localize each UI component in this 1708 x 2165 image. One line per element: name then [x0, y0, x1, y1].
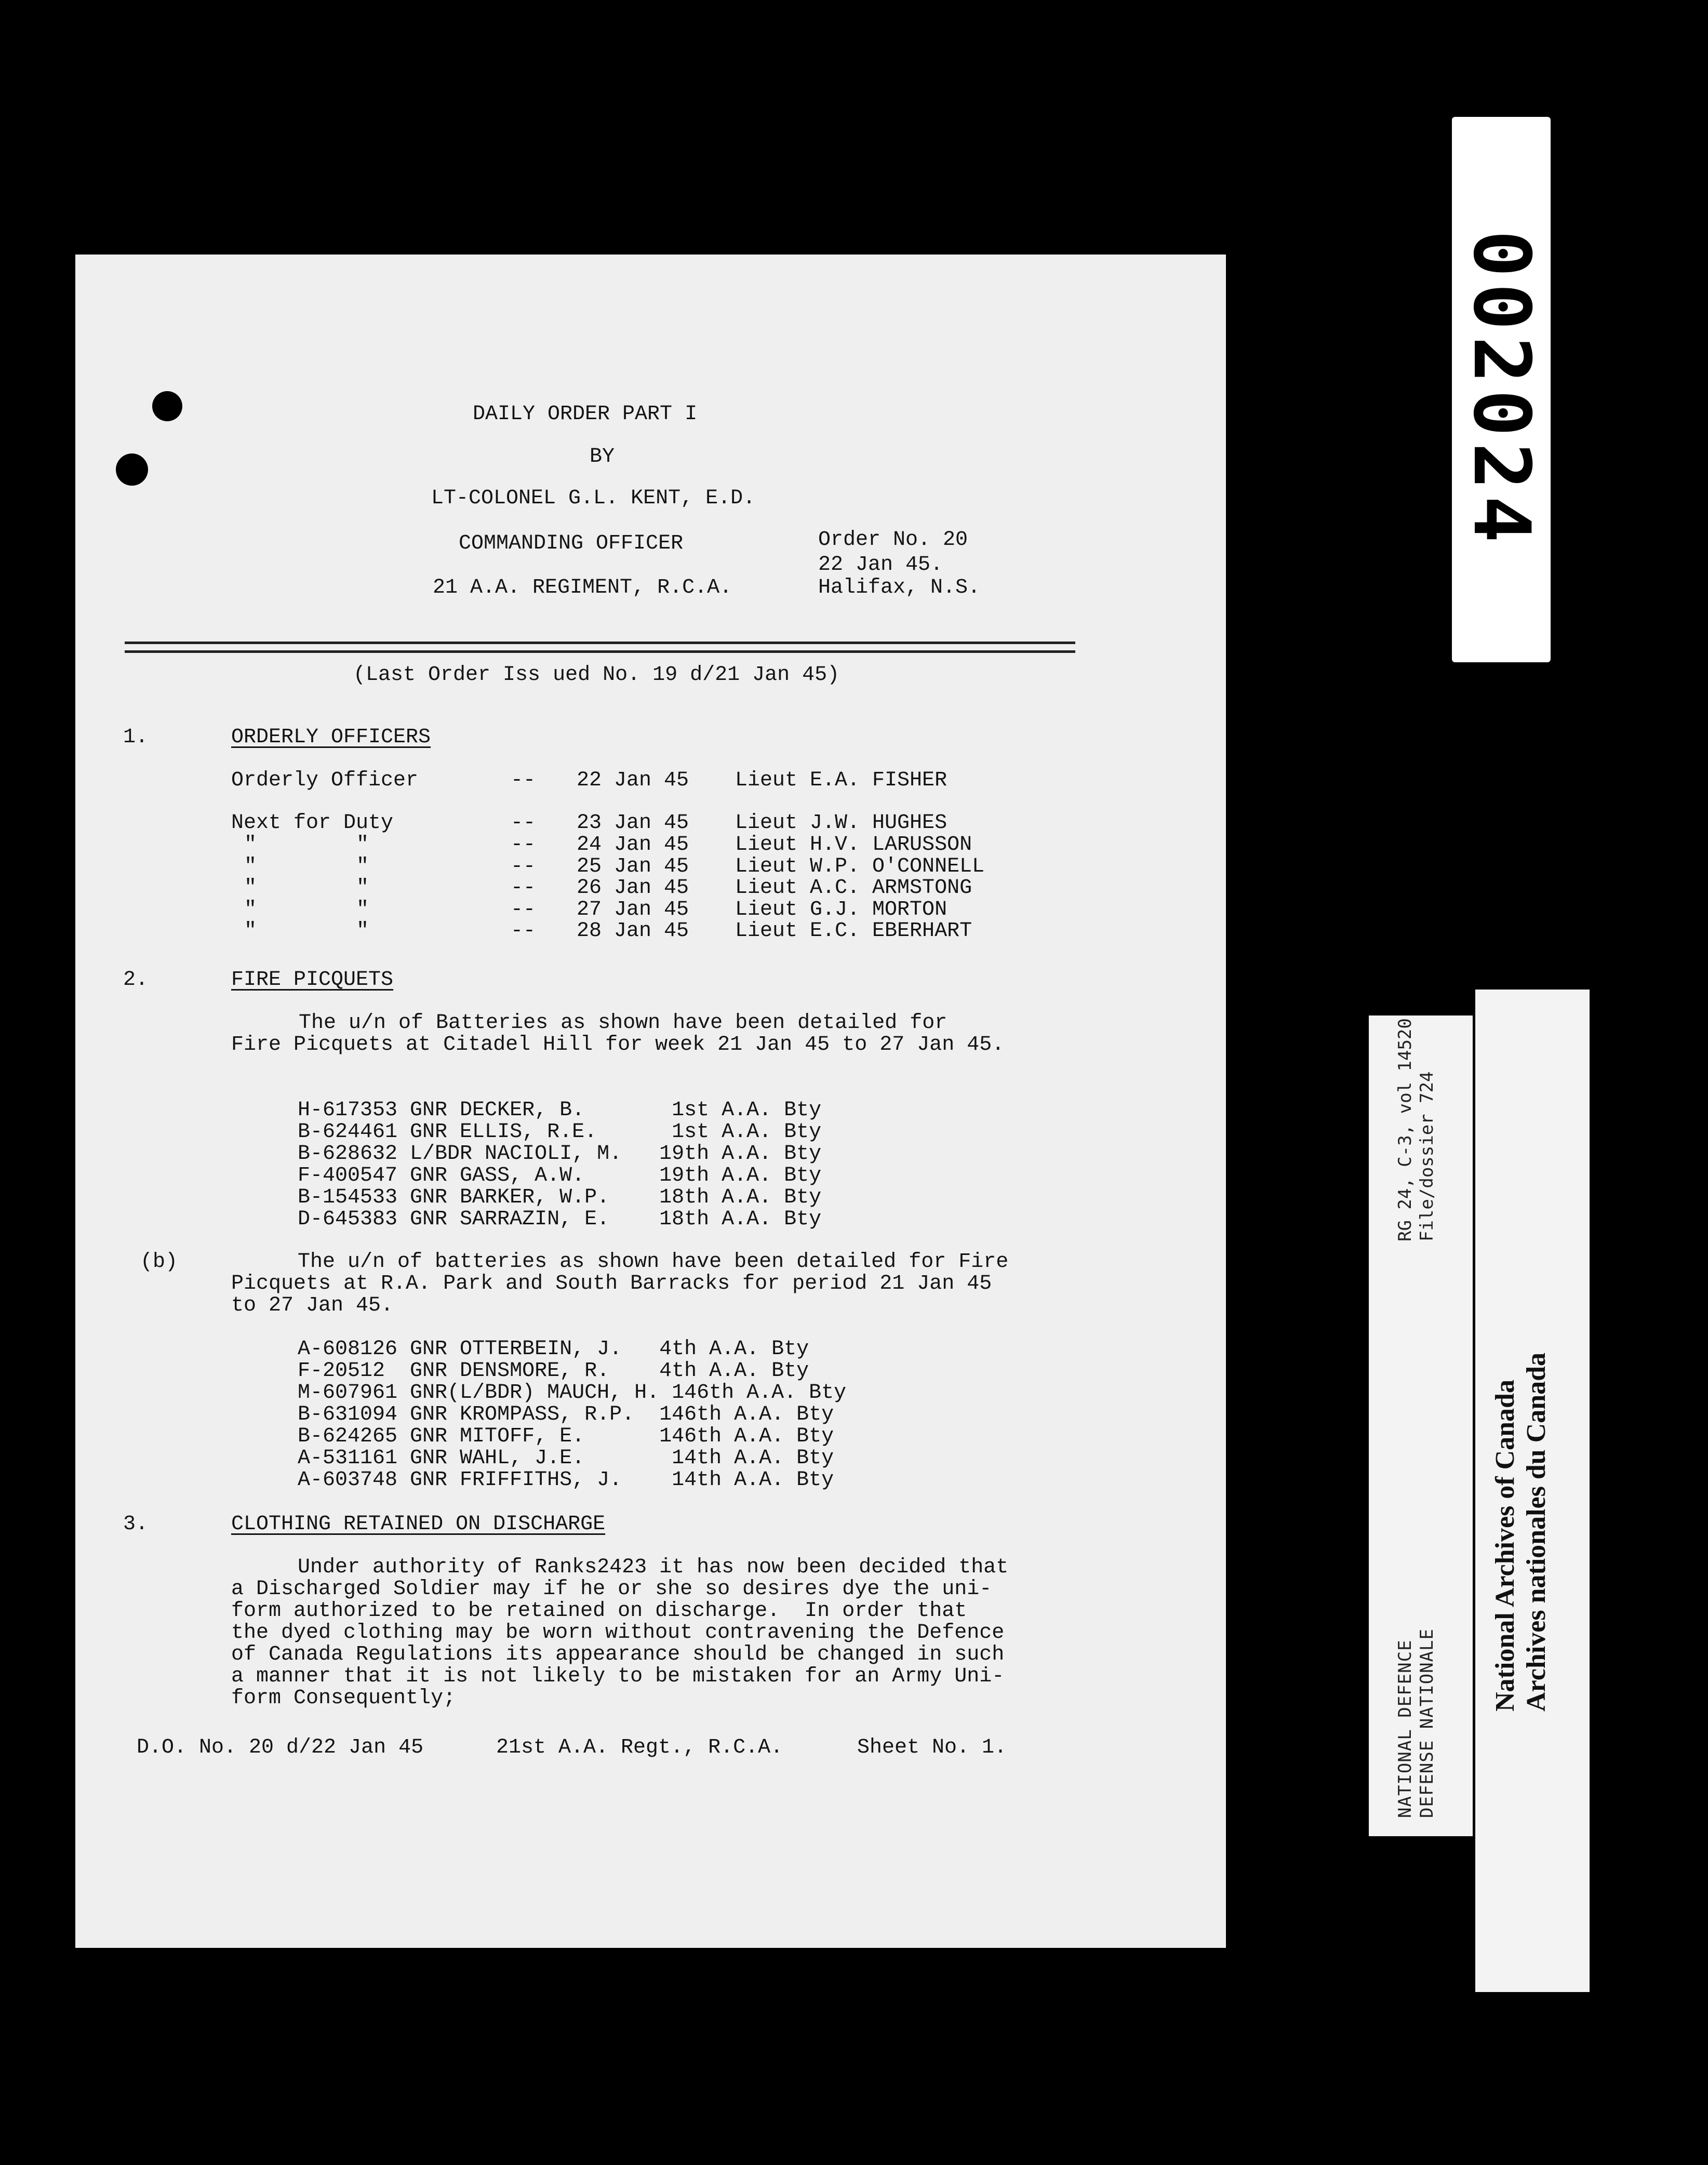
duty-officer: Lieut E.C. EBERHART: [735, 919, 972, 943]
section-2-number: 2.: [123, 968, 149, 992]
section-2-title: FIRE PICQUETS: [231, 968, 394, 992]
paragraph-line: Fire Picquets at Citadel Hill for week 21 Jan 45 to 27 Jan 45.: [231, 1033, 1005, 1057]
duty-officer: Lieut J.W. HUGHES: [735, 811, 948, 835]
duty-date: 28 Jan 45: [577, 919, 689, 943]
duty-dash: --: [511, 769, 536, 792]
paragraph-line: Under authority of Ranks2423 it has now been decided that: [298, 1556, 1009, 1579]
reference-line: RG 24, C-3, vol 14520: [1395, 1018, 1416, 1241]
section-3-number: 3.: [123, 1513, 149, 1536]
duty-label: " ": [244, 876, 369, 900]
duty-date: 23 Jan 45: [577, 811, 689, 835]
header-rule: [125, 642, 1075, 644]
department-name: NATIONAL DEFENCE: [1395, 1639, 1416, 1818]
document-page: [75, 255, 1226, 1948]
duty-label: " ": [244, 855, 369, 878]
officer-role: COMMANDING OFFICER: [459, 532, 684, 555]
order-title: DAILY ORDER PART I: [473, 403, 698, 426]
section-1-title: ORDERLY OFFICERS: [231, 726, 431, 749]
picquet-row: B-631094 GNR KROMPASS, R.P. 146th A.A. Bty: [298, 1403, 834, 1426]
picquet-row: A-603748 GNR FRIFFITHS, J. 14th A.A. Bty: [298, 1468, 834, 1492]
picquet-row: B-624265 GNR MITOFF, E. 146th A.A. Bty: [298, 1425, 834, 1448]
duty-date: 25 Jan 45: [577, 855, 689, 878]
picquet-row: B-624461 GNR ELLIS, R.E. 1st A.A. Bty: [298, 1120, 822, 1144]
duty-officer: Lieut E.A. FISHER: [735, 769, 948, 792]
last-order-note: (Last Order Iss ued No. 19 d/21 Jan 45): [353, 663, 840, 687]
duty-date: 22 Jan 45: [577, 769, 689, 792]
duty-date: 27 Jan 45: [577, 898, 689, 921]
order-by: BY: [590, 445, 615, 469]
reference-line: File/dossier 724: [1417, 1071, 1437, 1241]
paragraph-line: the dyed clothing may be worn without contravening the Defence: [231, 1621, 1005, 1645]
picquet-row: B-628632 L/BDR NACIOLI, M. 19th A.A. Bty: [298, 1142, 822, 1166]
picquet-row: A-531161 GNR WAHL, J.E. 14th A.A. Bty: [298, 1447, 834, 1470]
paragraph-line: of Canada Regulations its appearance should be changed in such: [231, 1643, 1005, 1666]
duty-dash: --: [511, 833, 536, 857]
archive-reference-card: [1369, 1015, 1473, 1836]
paragraph-line: The u/n of batteries as shown have been detailed for Fire: [298, 1250, 1009, 1274]
paragraph-line: a Discharged Soldier may if he or she so desires dye the uni-: [231, 1578, 992, 1601]
archives-label-card: [1475, 990, 1590, 1992]
duty-label: " ": [244, 833, 369, 857]
duty-officer: Lieut A.C. ARMSTONG: [735, 876, 972, 900]
duty-dash: --: [511, 919, 536, 943]
picquet-row: F-400547 GNR GASS, A.W. 19th A.A. Bty: [298, 1164, 822, 1187]
archives-name-fr: Archives nationales du Canada: [1522, 1352, 1551, 1712]
duty-dash: --: [511, 898, 536, 921]
officer-name: LT-COLONEL G.L. KENT, E.D.: [431, 487, 756, 510]
duty-date: 24 Jan 45: [577, 833, 689, 857]
paragraph-line: a manner that it is not likely to be mistaken for an Army Uni-: [231, 1665, 1005, 1688]
picquet-row: A-608126 GNR OTTERBEIN, J. 4th A.A. Bty: [298, 1338, 809, 1361]
paragraph-line: to 27 Jan 45.: [231, 1294, 394, 1317]
unit-name: 21 A.A. REGIMENT, R.C.A.: [433, 576, 732, 599]
duty-dash: --: [511, 855, 536, 878]
reel-number: 002024: [1456, 230, 1546, 549]
duty-date: 26 Jan 45: [577, 876, 689, 900]
duty-label: Next for Duty: [231, 811, 394, 835]
section-1-number: 1.: [123, 726, 149, 749]
paragraph-line: form authorized to be retained on discharge. In order that: [231, 1599, 967, 1623]
picquet-row: D-645383 GNR SARRAZIN, E. 18th A.A. Bty: [298, 1208, 822, 1231]
picquet-row: M-607961 GNR(L/BDR) MAUCH, H. 146th A.A. Bty: [298, 1381, 847, 1405]
duty-label: " ": [244, 898, 369, 921]
duty-label: Orderly Officer: [231, 769, 419, 792]
section-3-title: CLOTHING RETAINED ON DISCHARGE: [231, 1513, 606, 1536]
paragraph-line: The u/n of Batteries as shown have been detailed for: [299, 1011, 948, 1035]
duty-dash: --: [511, 811, 536, 835]
duty-label: " ": [244, 919, 369, 943]
reel-number-strip: [1452, 117, 1551, 662]
header-rule: [125, 650, 1075, 653]
picquet-row: B-154533 GNR BARKER, W.P. 18th A.A. Bty: [298, 1186, 822, 1209]
picquet-row: H-617353 GNR DECKER, B. 1st A.A. Bty: [298, 1099, 822, 1122]
department-name: DEFENSE NATIONALE: [1417, 1628, 1437, 1818]
footer-order-ref: D.O. No. 20 d/22 Jan 45: [137, 1736, 424, 1759]
duty-officer: Lieut W.P. O'CONNELL: [735, 855, 985, 878]
order-date: 22 Jan 45.: [818, 553, 943, 577]
order-number: Order No. 20: [818, 528, 968, 552]
footer-sheet: Sheet No. 1.: [857, 1736, 1007, 1759]
duty-officer: Lieut H.V. LARUSSON: [735, 833, 972, 857]
punch-hole: [116, 453, 148, 486]
archives-name-en: National Archives of Canada: [1490, 1380, 1520, 1712]
picquet-row: F-20512 GNR DENSMORE, R. 4th A.A. Bty: [298, 1359, 809, 1383]
duty-dash: --: [511, 876, 536, 900]
duty-officer: Lieut G.J. MORTON: [735, 898, 948, 921]
paragraph-line: form Consequently;: [231, 1687, 456, 1710]
punch-hole: [152, 391, 182, 421]
footer-unit: 21st A.A. Regt., R.C.A.: [496, 1736, 783, 1759]
subsection-b-label: (b): [140, 1250, 178, 1274]
order-place: Halifax, N.S.: [818, 576, 981, 599]
paragraph-line: Picquets at R.A. Park and South Barracks for period 21 Jan 45: [231, 1272, 992, 1295]
